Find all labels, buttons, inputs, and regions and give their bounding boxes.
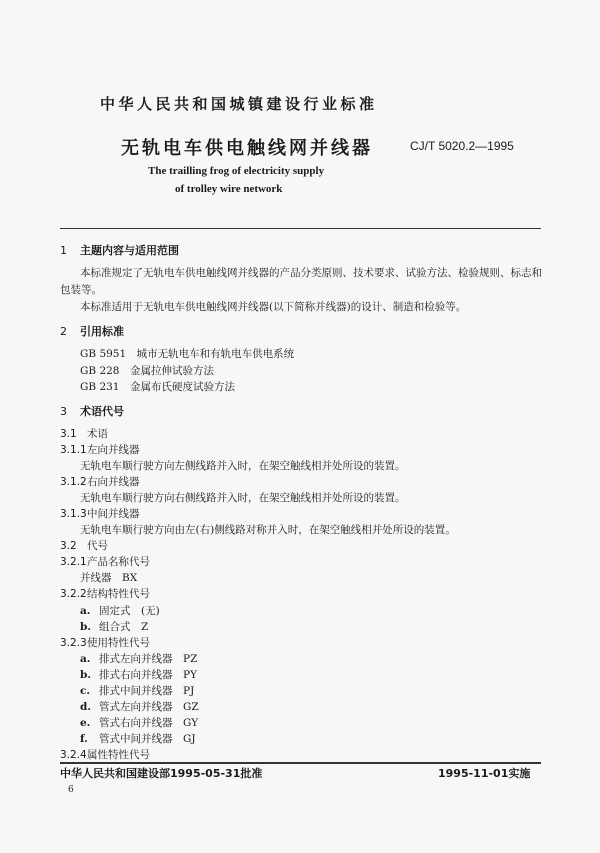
spacer — [60, 396, 550, 403]
clause-text: 并线器 BX — [80, 572, 138, 585]
clause-number: 3.2 — [60, 540, 77, 553]
clause-text: GB 231 金属布氏硬度试验方法 — [80, 381, 235, 393]
paragraph-line — [60, 282, 550, 299]
clause-text: 无轨电车顺行驶方向由左(右)侧线路对称并入时，在架空触线相并处所设的装置。 — [80, 524, 456, 537]
subsection-heading — [60, 506, 550, 522]
clause-number: b. — [80, 668, 91, 681]
subsection-heading — [60, 586, 550, 602]
clause-number: 3 — [60, 404, 67, 418]
clause-number: c. — [80, 685, 91, 697]
clause-number: 3.1.3 — [60, 507, 87, 520]
section-heading — [60, 323, 550, 346]
clause-number: 3.2.1 — [60, 556, 87, 569]
clause-text: 引用标准 — [80, 325, 124, 338]
clause-text: 属性特性代号 — [87, 749, 150, 762]
clause-number: b. — [80, 620, 91, 633]
list-item — [60, 731, 550, 747]
clause-text: 包装等。 — [60, 284, 102, 296]
list-item — [60, 619, 550, 635]
clause-number: 2 — [60, 325, 67, 338]
section-heading — [60, 242, 550, 265]
subsection-heading — [60, 426, 550, 442]
list-item — [60, 715, 550, 731]
implementation-date: 1995-11-01实施 — [438, 767, 531, 780]
clause-text: 术语 — [87, 427, 108, 440]
clause-text: 管式中间并线器 GJ — [99, 733, 196, 746]
definition-text — [60, 522, 550, 538]
standard-code: CJ/T 5020.2—1995 — [410, 139, 514, 153]
clause-text: 产品名称代号 — [87, 556, 150, 569]
clause-text: 中间并线器 — [87, 507, 140, 520]
page-number: 6 — [68, 785, 74, 795]
clause-number: 3.2.2 — [60, 588, 87, 601]
standard-category-header: 中华人民共和国城镇建设行业标准 — [100, 95, 378, 113]
clause-text: 本标准规定了无轨电车供电触线网并线器的产品分类原则、技术要求、试验方法、检验规则、标志和 — [80, 267, 542, 279]
document-body — [60, 242, 550, 763]
document-title: 无轨电车供电触线网并线器 — [121, 138, 373, 159]
clause-number: 3.2.4 — [60, 749, 87, 762]
reference-standard — [60, 363, 550, 380]
paragraph-line — [60, 265, 550, 282]
paragraph-line — [60, 299, 550, 316]
definition-text — [60, 490, 550, 506]
clause-number: 3.1 — [60, 427, 77, 440]
approval-note: 中华人民共和国建设部1995-05-31批准 — [60, 767, 263, 780]
reference-standard — [60, 346, 550, 363]
clause-number: f. — [80, 733, 88, 746]
list-item — [60, 667, 550, 683]
subsection-heading — [60, 635, 550, 651]
english-title-line-1: The trailling frog of electricity supply — [148, 165, 325, 177]
clause-number: 3.2.3 — [60, 636, 87, 649]
list-item — [60, 651, 550, 667]
clause-text: 管式左向并线器 GZ — [99, 701, 199, 714]
clause-text: 主题内容与适用范围 — [80, 244, 179, 257]
clause-text: 无轨电车顺行驶方向左侧线路并入时，在架空触线相并处所设的装置。 — [80, 459, 406, 472]
clause-text: 术语代号 — [80, 404, 124, 418]
clause-number: d. — [80, 701, 91, 714]
list-item — [60, 699, 550, 715]
subsection-heading — [60, 538, 550, 554]
clause-text: 排式左向并线器 PZ — [99, 652, 198, 665]
clause-text: 结构特性代号 — [87, 588, 150, 601]
top-divider — [60, 228, 541, 229]
clause-number: a. — [80, 652, 91, 665]
list-item — [60, 603, 550, 619]
footer-divider — [60, 762, 541, 764]
reference-standard — [60, 379, 550, 396]
clause-text: 本标准适用于无轨电车供电触线网并线器(以下简称并线器)的设计、制造和检验等。 — [80, 301, 467, 313]
clause-text: 管式右向并线器 GY — [99, 717, 199, 730]
clause-text: GB 228 金属拉伸试验方法 — [80, 364, 214, 377]
clause-text: GB 5951 城市无轨电车和有轨电车供电系统 — [80, 348, 295, 360]
definition-text — [60, 570, 550, 586]
subsection-heading — [60, 554, 550, 570]
clause-text: 无轨电车顺行驶方向右侧线路并入时，在架空触线相并处所设的装置。 — [80, 491, 406, 504]
subsection-heading — [60, 442, 550, 458]
english-title-line-2: of trolley wire network — [175, 183, 283, 195]
clause-text: 左向并线器 — [87, 443, 140, 456]
clause-text: 排式右向并线器 PY — [99, 668, 197, 681]
clause-text: 组合式 Z — [99, 620, 149, 633]
clause-text: 排式中间并线器 PJ — [99, 685, 195, 697]
definition-text — [60, 458, 550, 474]
subsection-heading — [60, 474, 550, 490]
clause-number: e. — [80, 717, 91, 730]
list-item — [60, 683, 550, 699]
clause-text: 右向并线器 — [87, 475, 140, 488]
clause-number: 1 — [60, 244, 67, 257]
clause-number: 3.1.1 — [60, 443, 87, 456]
section-heading — [60, 403, 550, 426]
spacer — [60, 316, 550, 323]
clause-text: 固定式 (无) — [99, 604, 160, 617]
clause-text: 代号 — [87, 540, 108, 553]
clause-text: 使用特性代号 — [87, 636, 150, 649]
clause-number: 3.1.2 — [60, 475, 87, 488]
clause-number: a. — [80, 604, 91, 617]
